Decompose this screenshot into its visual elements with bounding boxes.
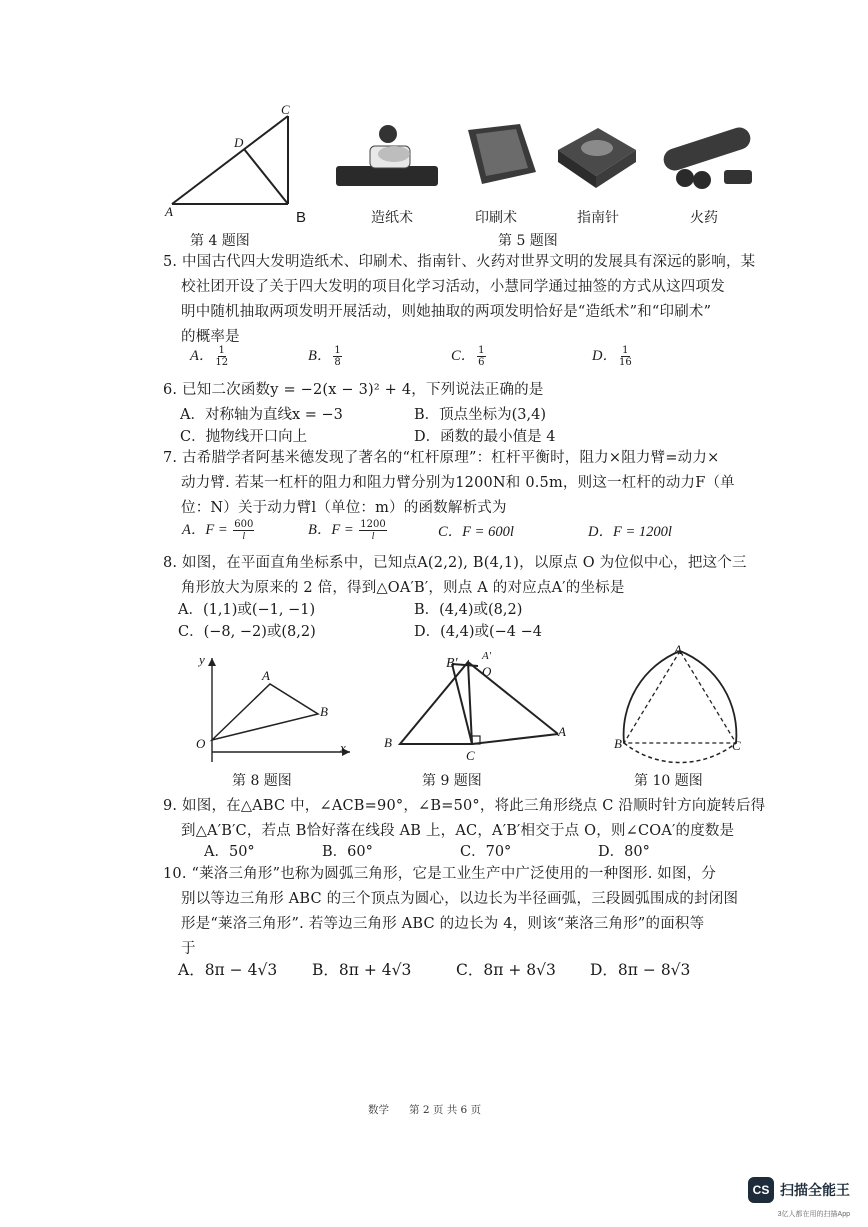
q10-option-b[interactable]: B．8π + 4√3 bbox=[312, 961, 412, 979]
scanner-brand-tagline: 3亿人都在用的扫描App bbox=[777, 1211, 850, 1218]
q10-line: 于 bbox=[181, 941, 196, 957]
fig9-label-b-prime: B' bbox=[446, 656, 458, 671]
q7-option-c[interactable]: C．F = 600l bbox=[438, 524, 514, 540]
q9-option-c[interactable]: C．70° bbox=[460, 844, 512, 860]
q5-line: 明中随机抽取两项发明开展活动，则她抽取的两项发明恰好是“造纸术”和“印刷术” bbox=[181, 304, 712, 320]
q5-option-b[interactable]: B． $\frac{1}{8}$ bbox=[308, 344, 341, 368]
q8-option-a[interactable]: A．(1,1)或(−1, −1) bbox=[178, 602, 316, 618]
q10-option-c[interactable]: C．8π + 8√3 bbox=[456, 961, 556, 979]
fig8-label-o: O bbox=[196, 736, 206, 751]
q6-option-a[interactable]: A．对称轴为直线x = −3 bbox=[180, 407, 343, 423]
q10-option-d[interactable]: D．8π − 8√3 bbox=[590, 961, 691, 979]
fig8-label-b: B bbox=[320, 704, 328, 719]
page-footer: 数学 第 2 页 共 6 页 bbox=[368, 1104, 482, 1116]
q9-option-a[interactable]: A．50° bbox=[204, 844, 255, 860]
figure-4-caption: 第 4 题图 bbox=[190, 233, 250, 249]
q7-line: 动力臂. 若某一杠杆的阻力和阻力臂分别为1200N和 0.5m，则这一杠杆的动力F（单 bbox=[181, 475, 735, 491]
fig5-item-printing: 印刷术 bbox=[475, 210, 517, 226]
question-5 bbox=[163, 250, 803, 350]
q9-line: 到△A′B′C，若点 B恰好落在线段 AB 上，AC，A′B′相交于点 O，则∠COA′的度数是 bbox=[181, 823, 735, 839]
fig4-label-d: D bbox=[234, 135, 244, 150]
scanner-watermark bbox=[748, 1177, 850, 1203]
fig9-label-a-prime: A' bbox=[482, 650, 492, 662]
fig9-label-o: O bbox=[482, 664, 492, 679]
fig4-label-b: B bbox=[296, 209, 307, 226]
question-6-stem: 6. 已知二次函数y = −2(x − 3)² + 4，下列说法正确的是 bbox=[163, 382, 544, 398]
q6-option-d[interactable]: D．函数的最小值是 4 bbox=[414, 429, 556, 445]
figure-4-diagram bbox=[160, 104, 310, 224]
q7-line: 7. 古希腊学者阿基米德发现了著名的“杠杆原理”：杠杆平衡时，阻力×阻力臂=动力× bbox=[163, 450, 720, 466]
fig10-label-c: C bbox=[732, 738, 741, 753]
q5-option-a[interactable]: A． $\frac{1}{12}$ bbox=[190, 344, 229, 368]
scanner-brand-name: 扫描全能王 bbox=[780, 1182, 850, 1198]
q5-option-d[interactable]: D． $\frac{1}{16}$ bbox=[592, 344, 632, 368]
compass-image bbox=[558, 128, 636, 188]
printing-image bbox=[468, 124, 536, 184]
fig5-item-papermaking: 造纸术 bbox=[371, 210, 413, 226]
q8-option-b[interactable]: B．(4,4)或(8,2) bbox=[414, 602, 523, 618]
fig10-label-b: B bbox=[614, 736, 622, 751]
q6-option-c[interactable]: C．抛物线开口向上 bbox=[180, 429, 308, 445]
fig8-label-x: x bbox=[340, 740, 346, 755]
q8-line: 8. 如图，在平面直角坐标系中，已知点A(2,2), B(4,1)，以原点 O 为位似中心，把这个三 bbox=[163, 555, 747, 571]
fig8-label-a: A bbox=[262, 668, 270, 683]
question-10 bbox=[163, 862, 803, 962]
fig5-item-compass: 指南针 bbox=[577, 210, 619, 226]
figure-5-pictures bbox=[330, 110, 760, 200]
q9-option-b[interactable]: B．60° bbox=[322, 844, 373, 860]
fig4-label-a: A bbox=[165, 204, 173, 219]
papermaking-image bbox=[336, 125, 438, 186]
fig10-label-a: A bbox=[674, 642, 682, 657]
fig5-item-gunpowder: 火药 bbox=[690, 210, 718, 226]
q10-line: 10. “莱洛三角形”也称为圆弧三角形，它是工业生产中广泛使用的一种图形. 如图，分 bbox=[163, 866, 717, 882]
fig9-label-b: B bbox=[384, 735, 392, 750]
q9-option-d[interactable]: D．80° bbox=[598, 844, 650, 860]
q7-option-a[interactable]: A．F = $\frac{600}{l}$ bbox=[182, 518, 254, 542]
fig4-label-c: C bbox=[281, 102, 290, 117]
q5-line: 5. 中国古代四大发明造纸术、印刷术、指南针、火药对世界文明的发展具有深远的影响，某 bbox=[163, 254, 756, 270]
q10-line: 形是“莱洛三角形”. 若等边三角形 ABC 的边长为 4，则该“莱洛三角形”的面积等 bbox=[181, 916, 705, 932]
figure-9-caption: 第 9 题图 bbox=[422, 773, 482, 789]
cannon-image bbox=[661, 125, 753, 189]
figure-9-diagram bbox=[380, 652, 580, 767]
q7-option-b[interactable]: B．F = $\frac{1200}{l}$ bbox=[308, 518, 386, 542]
q9-line: 9. 如图，在△ABC 中，∠ACB=90°，∠B=50°，将此三角形绕点 C 沿顺时针方向旋转后得 bbox=[163, 798, 766, 814]
q8-option-d[interactable]: D．(4,4)或(−4 −4 bbox=[414, 624, 543, 640]
figure-5-caption: 第 5 题图 bbox=[498, 233, 558, 249]
q5-line: 校社团开设了关于四大发明的项目化学习活动，小慧同学通过抽签的方式从这四项发 bbox=[181, 279, 725, 295]
q5-line: 的概率是 bbox=[181, 329, 240, 345]
fig9-label-a: A bbox=[558, 724, 566, 739]
q6-option-b[interactable]: B．顶点坐标为(3,4) bbox=[414, 407, 547, 423]
question-8 bbox=[163, 551, 803, 601]
fig8-label-y: y bbox=[199, 652, 205, 667]
fig9-label-c: C bbox=[466, 748, 475, 763]
figure-8-caption: 第 8 题图 bbox=[232, 773, 292, 789]
q10-line: 别以等边三角形 ABC 的三个顶点为圆心，以边长为半径画弧，三段圆弧围成的封闭图 bbox=[181, 891, 739, 907]
q8-option-c[interactable]: C．(−8, −2)或(8,2) bbox=[178, 624, 316, 640]
q10-option-a[interactable]: A．8π − 4√3 bbox=[178, 961, 278, 979]
q7-line: 位：N）关于动力臂l（单位：m）的函数解析式为 bbox=[181, 500, 507, 516]
figure-10-caption: 第 10 题图 bbox=[634, 773, 703, 789]
scanner-logo-icon: CS bbox=[748, 1177, 774, 1203]
q5-option-c[interactable]: C． $\frac{1}{6}$ bbox=[451, 344, 485, 368]
figure-8-diagram bbox=[190, 652, 360, 767]
question-9 bbox=[163, 794, 803, 844]
q7-option-d[interactable]: D．F = 1200l bbox=[588, 524, 672, 540]
question-7 bbox=[163, 446, 803, 521]
q8-line: 角形放大为原来的 2 倍，得到△OA′B′，则点 A 的对应点A′的坐标是 bbox=[181, 580, 625, 596]
